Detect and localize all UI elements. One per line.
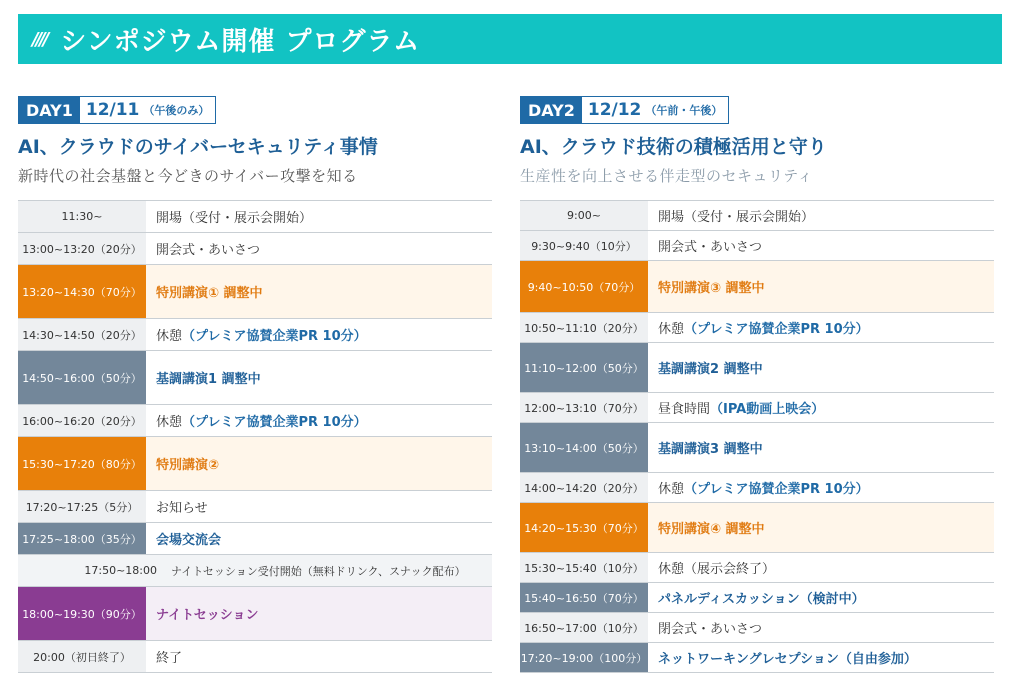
row-event: 特別講演④ 調整中 — [648, 503, 994, 552]
day1-date: 12/11 — [85, 100, 140, 120]
day2-date: 12/12 — [587, 100, 642, 120]
day1-column — [18, 96, 492, 666]
schedule-row — [520, 393, 994, 423]
day1-badge — [18, 96, 216, 124]
schedule-row — [18, 641, 492, 673]
schedule-row — [18, 319, 492, 351]
schedule-row — [520, 231, 994, 261]
row-event: 閉会式・あいさつ — [658, 622, 763, 637]
schedule-row — [520, 313, 994, 343]
schedule-row-keynote — [18, 523, 492, 555]
schedule-row-keynote — [520, 343, 994, 393]
row-time: 13:20~14:30（70分） — [18, 265, 146, 318]
row-event: 特別講演② — [146, 437, 492, 490]
day1-note: （午後のみ） — [143, 104, 210, 117]
row-event: 会場交流会 — [156, 533, 222, 548]
row-event: 特別講演① 調整中 — [146, 265, 492, 318]
row-time: 14:00~14:20（20分） — [520, 473, 648, 502]
schedule-row-special — [520, 503, 994, 553]
row-time: 11:30~ — [18, 201, 146, 232]
row-event: 基調講演1 調整中 — [156, 372, 261, 387]
schedule-row-keynote — [18, 351, 492, 405]
schedule-row-keynote — [520, 583, 994, 613]
row-event-prefix: 休憩 — [156, 329, 183, 344]
row-event-detail: （プレミア協賛企業PR 10分） — [182, 415, 367, 430]
row-time: 15:40~16:50（70分） — [520, 583, 648, 612]
schedule-row-night — [18, 587, 492, 641]
day2-label: DAY2 — [521, 97, 582, 123]
row-event: 特別講演③ 調整中 — [648, 261, 994, 312]
row-time: 20:00（初日終了） — [18, 641, 146, 672]
schedule-row — [18, 233, 492, 265]
day2-badge — [520, 96, 729, 124]
schedule-row-keynote — [520, 423, 994, 473]
page-header — [18, 14, 1002, 64]
schedule-row — [520, 553, 994, 583]
row-event-detail: （IPA動画上映会） — [710, 402, 825, 417]
row-time: 14:20~15:30（70分） — [520, 503, 648, 552]
day2-column — [520, 96, 994, 667]
row-event: パネルディスカッション（検討中） — [658, 592, 865, 607]
row-time: 17:25~18:00（35分） — [18, 523, 146, 554]
row-time: 13:00~13:20（20分） — [18, 233, 146, 264]
row-time: 12:00~13:10（70分） — [520, 393, 648, 422]
schedule-row — [520, 201, 994, 231]
row-time: 14:50~16:00（50分） — [18, 351, 146, 404]
row-time: 9:30~9:40（10分） — [520, 231, 648, 260]
row-time: 16:50~17:00（10分） — [520, 613, 648, 642]
row-time: 11:10~12:00（50分） — [520, 343, 648, 392]
day2-schedule — [520, 200, 994, 673]
day1-title: AI、クラウドのサイバーセキュリティ事情 — [18, 136, 378, 158]
day1-schedule — [18, 200, 492, 673]
schedule-row — [18, 405, 492, 437]
schedule-row-special — [520, 261, 994, 313]
row-time: 13:10~14:00（50分） — [520, 423, 648, 472]
day1-subtitle: 新時代の社会基盤と今どきのサイバー攻撃を知る — [18, 167, 358, 185]
day2-title: AI、クラウド技術の積極活用と守り — [520, 136, 827, 158]
row-event: 開場（受付・展示会開始） — [658, 210, 815, 225]
row-event-prefix: 休憩 — [658, 322, 685, 337]
schedule-row — [18, 201, 492, 233]
row-time: 17:50~18:00 — [84, 564, 158, 577]
row-time: 9:00~ — [520, 201, 648, 230]
row-event — [648, 393, 994, 422]
schedule-row — [18, 491, 492, 523]
row-event: 開会式・あいさつ — [156, 243, 261, 258]
row-event-detail: （プレミア協賛企業PR 10分） — [684, 482, 869, 497]
row-event: 終了 — [156, 651, 183, 666]
row-event — [648, 313, 994, 342]
row-event-prefix: 昼食時間 — [658, 402, 711, 417]
row-time: 15:30~15:40（10分） — [520, 553, 648, 582]
row-event-detail: （プレミア協賛企業PR 10分） — [182, 329, 367, 344]
row-time: 17:20~17:25（5分） — [18, 491, 146, 522]
row-event: 基調講演3 調整中 — [658, 442, 763, 457]
row-event: 開会式・あいさつ — [658, 240, 763, 255]
schedule-row-keynote — [520, 643, 994, 673]
day2-note: （午前・午後） — [645, 104, 723, 117]
row-event-detail: （プレミア協賛企業PR 10分） — [684, 322, 869, 337]
schedule-row-special — [18, 265, 492, 319]
schedule-row — [520, 613, 994, 643]
day2-subtitle: 生産性を向上させる伴走型のセキュリティ — [520, 167, 814, 185]
schedule-row-notice — [18, 555, 492, 587]
page-title: シンポジウム開催 プログラム — [60, 26, 421, 57]
row-event: ナイトセッション — [146, 587, 492, 640]
row-time: 14:30~14:50（20分） — [18, 319, 146, 350]
row-event-prefix: 休憩 — [658, 482, 685, 497]
row-event: 開場（受付・展示会開始） — [156, 211, 313, 226]
row-time: 18:00~19:30（90分） — [18, 587, 146, 640]
row-time: 17:20~19:00（100分） — [520, 643, 648, 672]
row-time: 15:30~17:20（80分） — [18, 437, 146, 490]
row-event — [146, 405, 492, 436]
row-event: 基調講演2 調整中 — [658, 362, 763, 377]
row-event-prefix: 休憩 — [156, 415, 183, 430]
schedule-row-special — [18, 437, 492, 491]
row-event — [648, 473, 994, 502]
row-time: 16:00~16:20（20分） — [18, 405, 146, 436]
row-event — [146, 319, 492, 350]
day1-label: DAY1 — [19, 97, 80, 123]
row-event: 休憩（展示会終了） — [658, 562, 776, 577]
row-event: ネットワーキングレセプション（自由参加） — [658, 652, 917, 667]
row-time: 10:50~11:10（20分） — [520, 313, 648, 342]
row-time: 9:40~10:50（70分） — [520, 261, 648, 312]
schedule-row — [520, 473, 994, 503]
row-event: ナイトセッション受付開始（無料ドリンク、スナック配布） — [171, 564, 466, 578]
row-event: お知らせ — [156, 501, 208, 516]
slash-decoration-icon: //// — [32, 28, 47, 50]
